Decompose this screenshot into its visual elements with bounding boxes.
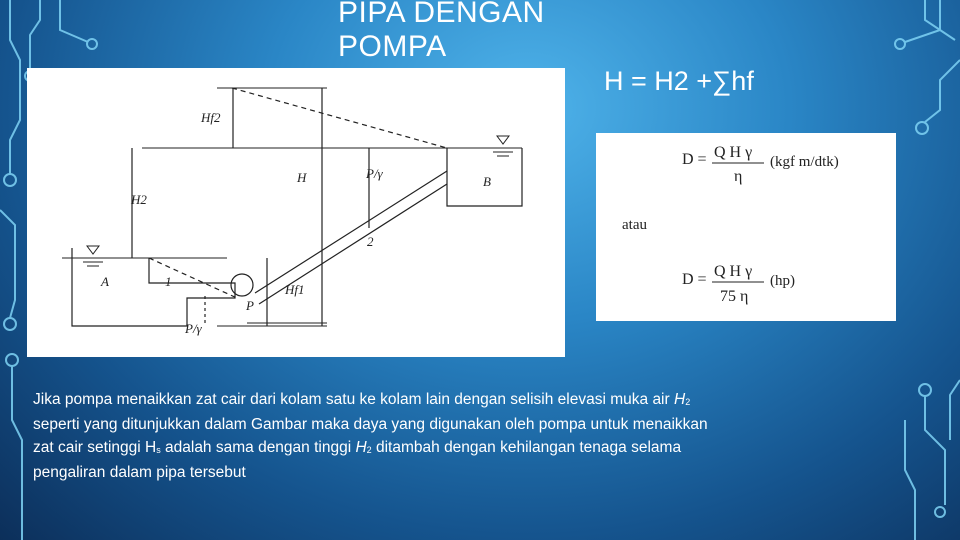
label-h: H <box>297 170 307 185</box>
formula1-denominator: η <box>734 168 743 185</box>
slide-title: PIPA DENGAN POMPA <box>338 0 545 63</box>
h-subscript: 2 <box>685 397 691 407</box>
label-h2: H2 <box>131 192 147 207</box>
label-1: 1 <box>165 274 172 289</box>
diagram-svg <box>27 68 565 357</box>
label-hf2: Hf2 <box>201 110 221 125</box>
formula1-numerator: Q H γ <box>714 144 753 161</box>
formula1-unit: (kgf m/dtk) <box>770 154 839 170</box>
label-a: A <box>101 274 109 289</box>
label-b: B <box>483 174 491 189</box>
h-symbol: H <box>673 391 686 408</box>
formula2-denominator: 75 η <box>720 288 749 305</box>
paragraph-part-3: adalah sama dengan tinggi <box>160 439 356 456</box>
hs-subscript: s <box>156 445 161 455</box>
head-formula: H = H2 +∑hf <box>604 66 754 96</box>
h-symbol-2: H <box>355 439 367 456</box>
label-p-gamma-low: P/γ <box>185 321 202 336</box>
pump-pipe-diagram <box>27 68 565 357</box>
label-hf1: Hf1 <box>285 282 305 297</box>
power-formula-box <box>596 133 896 321</box>
label-p: P <box>246 298 254 313</box>
power-formula-svg <box>596 133 896 321</box>
label-2: 2 <box>367 234 374 249</box>
atau-label: atau <box>622 217 647 233</box>
paragraph-part-4: ditambah dengan kehilangan tenaga selama pengaliran dalam pipa tersebut <box>33 439 682 481</box>
label-p-gamma: P/γ <box>366 166 383 181</box>
h-subscript-2: 2 <box>366 445 372 455</box>
paragraph-part-1: Jika pompa menaikkan zat cair dari kolam satu ke kolam lain dengan selisih elevasi muka air <box>33 391 674 408</box>
paragraph-part-2: seperti yang ditunjukkan dalam Gambar maka daya yang digunakan oleh pompa untuk menaikkan zat cair setinggi H <box>33 416 708 456</box>
formula2-lhs: D = <box>682 271 707 288</box>
formula2-numerator: Q H γ <box>714 263 753 280</box>
formula1-lhs: D = <box>682 151 707 168</box>
explanation-paragraph <box>33 388 713 484</box>
formula2-unit: (hp) <box>770 273 795 289</box>
